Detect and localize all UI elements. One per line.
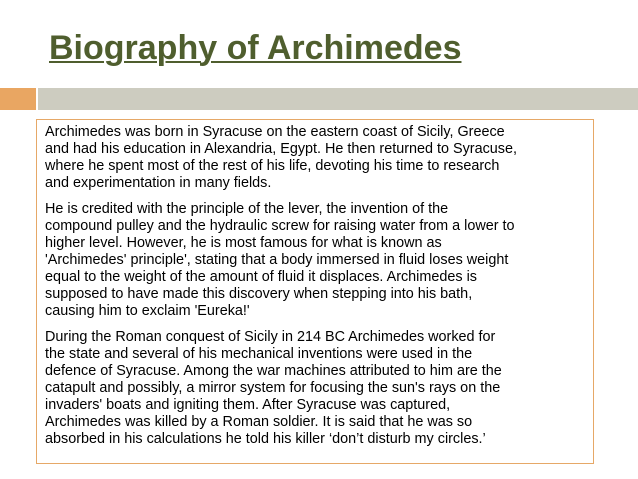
paragraph-inventions: He is credited with the principle of the lever, the invention of the compound pulley and the hydraulic screw for raising water from a lower to higher level. However, he is most famous for what is known as 'Archimedes' principle', stating that a body immersed in fluid loses weight equal to the weight of the amount of fluid it displaces. Archimedes is supposed to have made this discovery when stepping into his bath, causing him to exclaim 'Eureka!'	[45, 201, 515, 319]
accent-bar-gray	[38, 88, 638, 110]
slide-title: Biography of Archimedes	[49, 29, 462, 67]
biography-text-box	[36, 119, 594, 464]
paragraph-death: During the Roman conquest of Sicily in 214 BC Archimedes worked for the state and several of his mechanical inventions were used in the defence of Syracuse. Among the war machines attributed to him are the catapult and possibly, a mirror system for focusing the sun's rays on the invaders' boats and igniting them. After Syracuse was captured, Archimedes was killed by a Roman soldier. It is said that he was so absorbed in his calculations he told his killer ‘don’t disturb my circles.’	[45, 329, 502, 447]
paragraph-early-life: Archimedes was born in Syracuse on the eastern coast of Sicily, Greece and had his education in Alexandria, Egypt. He then returned to Syracuse, where he spent most of the rest of his life, devoting his time to research and experimentation in many fields.	[45, 124, 517, 191]
accent-bar-orange	[0, 88, 36, 110]
